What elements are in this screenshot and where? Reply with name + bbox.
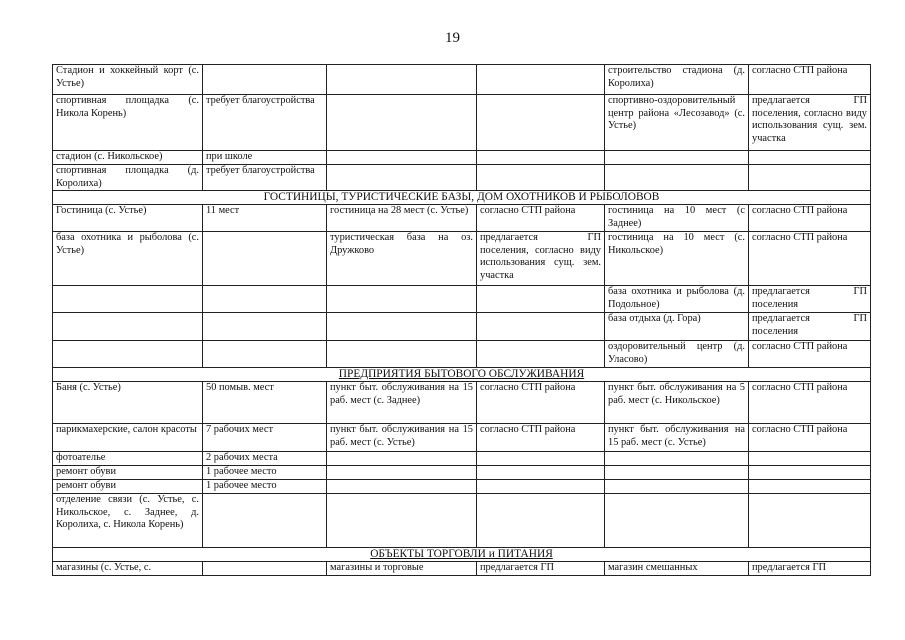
- table-row: [53, 451, 871, 465]
- planned-object-b-cell: магазин смешанных: [605, 561, 749, 575]
- planned-note-a-cell: [477, 165, 605, 191]
- planned-note-a-cell: [477, 285, 605, 312]
- object-name-cell: спортивная площадка (д. Королиха): [53, 165, 203, 191]
- planned-object-a-cell: [327, 65, 477, 95]
- object-name-cell: спортивная площадка (с. Никола Корень): [53, 95, 203, 151]
- section-header-row: [53, 547, 871, 561]
- current-capacity-cell: [203, 285, 327, 312]
- planned-object-a-cell: [327, 451, 477, 465]
- planned-object-b-cell: строительство стадиона (д. Королиха): [605, 65, 749, 95]
- planned-object-b-cell: гостиница на 10 мест (с Заднее): [605, 205, 749, 231]
- planned-note-a-cell: [477, 340, 605, 367]
- current-capacity-cell: требует благоустройства: [203, 95, 327, 151]
- planned-object-a-cell: [327, 285, 477, 312]
- planned-note-b-cell: согласно СТП района: [749, 423, 871, 451]
- planned-object-b-cell: [605, 451, 749, 465]
- planned-object-a-cell: пункт быт. обслуживания на 15 раб. мест (с. Устье): [327, 423, 477, 451]
- object-name-cell: база охотника и рыболова (с. Устье): [53, 231, 203, 285]
- current-capacity-cell: 2 рабочих места: [203, 451, 327, 465]
- planned-note-b-cell: согласно СТП района: [749, 65, 871, 95]
- table-row: [53, 151, 871, 165]
- current-capacity-cell: 1 рабочее место: [203, 465, 327, 479]
- object-name-cell: отделение связи (с. Устье, с. Никольское, с. Заднее, д. Королиха, с. Никола Корень): [53, 493, 203, 547]
- object-name-cell: фотоателье: [53, 451, 203, 465]
- planned-object-a-cell: [327, 479, 477, 493]
- planned-note-b-cell: [749, 493, 871, 547]
- table-row: [53, 165, 871, 191]
- planned-note-a-cell: [477, 451, 605, 465]
- planned-note-a-cell: предлагается ГП: [477, 561, 605, 575]
- current-capacity-cell: [203, 561, 327, 575]
- planned-note-b-cell: [749, 165, 871, 191]
- planned-note-b-cell: [749, 151, 871, 165]
- planned-note-a-cell: [477, 465, 605, 479]
- current-capacity-cell: [203, 493, 327, 547]
- planned-note-b-cell: [749, 479, 871, 493]
- planned-note-b-cell: предлагается ГП: [749, 561, 871, 575]
- planned-note-a-cell: [477, 479, 605, 493]
- planned-object-a-cell: [327, 165, 477, 191]
- planned-note-a-cell: [477, 65, 605, 95]
- facilities-table: [52, 64, 871, 576]
- planned-object-a-cell: [327, 340, 477, 367]
- object-name-cell: Стадион и хоккейный корт (с. Устье): [53, 65, 203, 95]
- planned-note-b-cell: согласно СТП района: [749, 205, 871, 231]
- planned-object-b-cell: спортивно-оздоровительный центр района «Лесозавод» (с. Устье): [605, 95, 749, 151]
- current-capacity-cell: 7 рабочих мест: [203, 423, 327, 451]
- planned-note-b-cell: предлагается ГП поселения, согласно виду использования сущ. зем. участка: [749, 95, 871, 151]
- page-number: 19: [445, 30, 460, 46]
- planned-object-b-cell: [605, 151, 749, 165]
- current-capacity-cell: [203, 340, 327, 367]
- planned-note-b-cell: предлагается ГП поселения: [749, 312, 871, 340]
- object-name-cell: Гостиница (с. Устье): [53, 205, 203, 231]
- planned-object-a-cell: туристическая база на оз. Дружково: [327, 231, 477, 285]
- planned-note-b-cell: согласно СТП района: [749, 340, 871, 367]
- planned-object-b-cell: база отдыха (д. Гора): [605, 312, 749, 340]
- current-capacity-cell: 50 помыв. мест: [203, 381, 327, 423]
- planned-object-a-cell: [327, 312, 477, 340]
- planned-object-a-cell: [327, 151, 477, 165]
- planned-object-a-cell: магазины и торговые: [327, 561, 477, 575]
- object-name-cell: [53, 312, 203, 340]
- current-capacity-cell: [203, 231, 327, 285]
- section-title: ПРЕДПРИЯТИЯ БЫТОВОГО ОБСЛУЖИВАНИЯ: [53, 367, 871, 381]
- planned-note-b-cell: согласно СТП района: [749, 231, 871, 285]
- table-row: [53, 561, 871, 575]
- object-name-cell: ремонт обуви: [53, 479, 203, 493]
- planned-object-a-cell: [327, 465, 477, 479]
- planned-object-b-cell: [605, 493, 749, 547]
- planned-note-a-cell: согласно СТП района: [477, 381, 605, 423]
- section-header-row: [53, 191, 871, 205]
- object-name-cell: [53, 340, 203, 367]
- planned-object-b-cell: гостиница на 10 мест (с. Никольское): [605, 231, 749, 285]
- table-row: [53, 95, 871, 151]
- current-capacity-cell: требует благоустройства: [203, 165, 327, 191]
- table-row: [53, 423, 871, 451]
- object-name-cell: [53, 285, 203, 312]
- table-row: [53, 493, 871, 547]
- planned-object-b-cell: оздоровительный центр (д. Уласово): [605, 340, 749, 367]
- planned-object-a-cell: [327, 493, 477, 547]
- current-capacity-cell: 11 мест: [203, 205, 327, 231]
- object-name-cell: стадион (с. Никольское): [53, 151, 203, 165]
- object-name-cell: Баня (с. Устье): [53, 381, 203, 423]
- current-capacity-cell: [203, 312, 327, 340]
- object-name-cell: парикмахерские, салон красоты: [53, 423, 203, 451]
- planned-note-a-cell: согласно СТП района: [477, 423, 605, 451]
- section-title: ГОСТИНИЦЫ, ТУРИСТИЧЕСКИЕ БАЗЫ, ДОМ ОХОТНИКОВ И РЫБОЛОВОВ: [53, 191, 871, 205]
- planned-note-b-cell: согласно СТП района: [749, 381, 871, 423]
- current-capacity-cell: [203, 65, 327, 95]
- current-capacity-cell: при школе: [203, 151, 327, 165]
- planned-note-a-cell: [477, 95, 605, 151]
- planned-note-a-cell: [477, 312, 605, 340]
- table-row: [53, 205, 871, 231]
- table-row: [53, 465, 871, 479]
- current-capacity-cell: 1 рабочее место: [203, 479, 327, 493]
- section-header-row: [53, 367, 871, 381]
- planned-object-a-cell: [327, 95, 477, 151]
- table-row: [53, 381, 871, 423]
- planned-object-a-cell: пункт быт. обслуживания на 15 раб. мест (с. Заднее): [327, 381, 477, 423]
- planned-object-b-cell: [605, 465, 749, 479]
- planned-note-a-cell: [477, 151, 605, 165]
- planned-object-b-cell: пункт быт. обслуживания на 5 раб. мест (с. Никольское): [605, 381, 749, 423]
- planned-note-a-cell: согласно СТП района: [477, 205, 605, 231]
- table-row: [53, 340, 871, 367]
- object-name-cell: ремонт обуви: [53, 465, 203, 479]
- object-name-cell: магазины (с. Устье, с.: [53, 561, 203, 575]
- planned-object-b-cell: [605, 479, 749, 493]
- section-title: ОБЪЕКТЫ ТОРГОВЛИ и ПИТАНИЯ: [53, 547, 871, 561]
- table-row: [53, 479, 871, 493]
- planned-note-b-cell: [749, 451, 871, 465]
- planned-object-b-cell: пункт быт. обслуживания на 15 раб. мест (с. Устье): [605, 423, 749, 451]
- table-row: [53, 65, 871, 95]
- table-row: [53, 285, 871, 312]
- planned-object-b-cell: база охотника и рыболова (д. Подольное): [605, 285, 749, 312]
- planned-note-b-cell: [749, 465, 871, 479]
- table-row: [53, 231, 871, 285]
- planned-note-a-cell: предлагается ГП поселения, согласно виду использования сущ. зем. участка: [477, 231, 605, 285]
- table-row: [53, 312, 871, 340]
- planned-object-b-cell: [605, 165, 749, 191]
- planned-note-b-cell: предлагается ГП поселения: [749, 285, 871, 312]
- planned-note-a-cell: [477, 493, 605, 547]
- planned-object-a-cell: гостиница на 28 мест (с. Устье): [327, 205, 477, 231]
